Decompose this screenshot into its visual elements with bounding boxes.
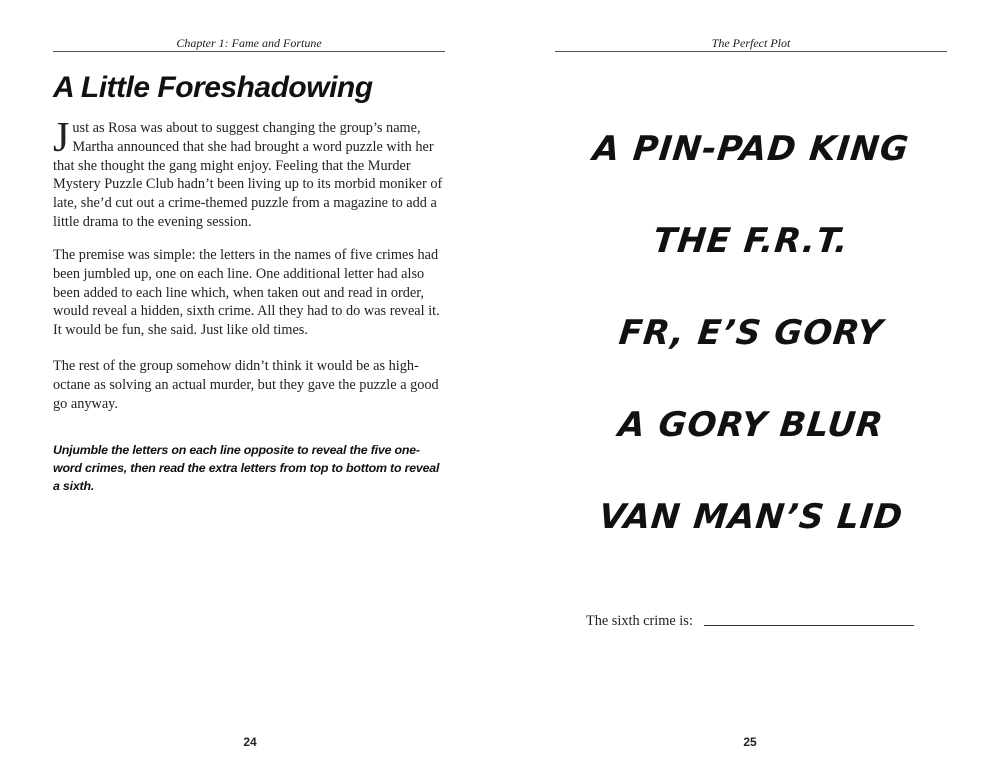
answer-blank-line[interactable]	[704, 625, 914, 626]
paragraph-2: The premise was simple: the letters in the names of five crimes had been jumbled up, one on each line. One additional letter had also been added to each line which, when taken out and read in order, would reveal a hidden, sixth crime. All they had to do was reveal it. It would be fun, she said. Just like old times.	[53, 247, 440, 339]
answer-row	[586, 611, 926, 631]
anagram-line-3: FR, E’S GORY	[617, 313, 885, 353]
running-head-left: Chapter 1: Fame and Fortune	[53, 35, 445, 52]
section-title: A Little Foreshadowing	[53, 71, 373, 104]
paragraph-1-text: ust as Rosa was about to suggest changing the group’s name, Martha announced that she had brought a word puzzle with her that she thought the gang might enjoy. Feeling that the Murder Mystery Puzzle Club hadn’t been living up to its morbid moniker of late, she’d cut out a crime-themed puzzle from a magazine to add a little drama to the evening session.	[53, 120, 443, 230]
drop-cap: J	[53, 115, 70, 161]
anagram-line-5: VAN MAN’S LID	[596, 497, 906, 537]
anagram-line-1: A PIN-PAD KING	[590, 129, 912, 169]
anagram-line-2: THE F.R.T.	[651, 221, 851, 261]
paragraph-1	[53, 115, 443, 232]
right-page	[500, 0, 1000, 782]
running-head-right: The Perfect Plot	[555, 35, 947, 52]
puzzle-instruction: Unjumble the letters on each line opposite to reveal the five one-word crimes, then read the extra letters from top to bottom to reveal a sixth.	[53, 443, 440, 493]
page-number-left: 24	[243, 735, 257, 749]
paragraph-3: The rest of the group somehow didn’t think it would be as high-octane as solving an actual murder, but they gave the puzzle a good go anyway.	[53, 358, 439, 412]
answer-label: The sixth crime is:	[586, 613, 693, 629]
page-number-right: 25	[743, 735, 757, 749]
anagram-line-4: A GORY BLUR	[616, 405, 886, 445]
